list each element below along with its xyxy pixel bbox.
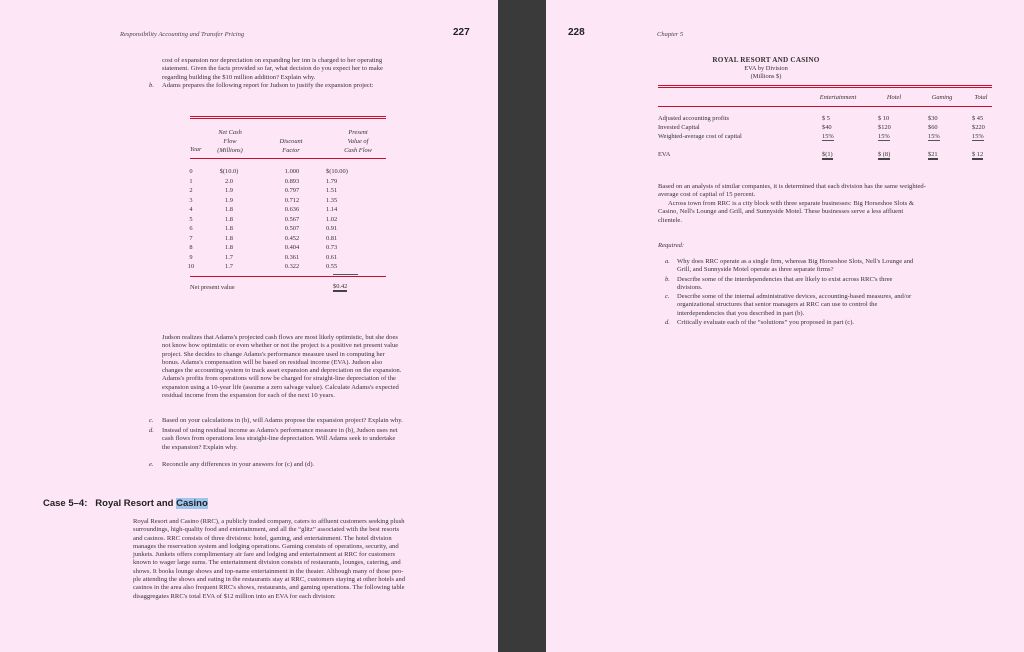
cell-cash-flow: 1.8 bbox=[225, 225, 233, 232]
header-year: Year bbox=[190, 146, 202, 153]
text-line: surroundings, high-quality food and entertainment, and all the “glitz” associated with the best resorts bbox=[133, 526, 400, 534]
text-line: Casino, Nell's Lounge and Grill, and Sunnyside Motel. These businesses serve a less affluent bbox=[658, 208, 904, 216]
eva-table-subtitle: EVA by Division bbox=[744, 65, 788, 72]
cell-year: 10 bbox=[187, 263, 195, 270]
npv-sum-rule bbox=[333, 274, 358, 275]
text-line: casinos in the area also frequent RRC's shows, restaurants, and gaming operations. The following table bbox=[133, 584, 405, 592]
left-running-header: Responsibility Accounting and Transfer Pricing bbox=[120, 31, 245, 38]
part-b-label: b. bbox=[149, 82, 154, 89]
cell-year: 9 bbox=[189, 253, 193, 261]
eva-cell: 15% bbox=[928, 133, 940, 140]
cell-cash-flow: 1.7 bbox=[225, 263, 233, 270]
header-present-value: Present Value of Cash Flow bbox=[344, 129, 372, 154]
text-line: not know how optimistic or even whether or not the project is a positive net present value bbox=[162, 342, 399, 350]
case-number: Case 5–4: bbox=[43, 498, 88, 509]
cell-cash-flow: 2.0 bbox=[225, 177, 233, 185]
cell-discount-factor: 0.404 bbox=[284, 244, 300, 251]
text-line: Royal Resort and Casino (RRC), a publicly traded company, caters to affluent customers seeking plush bbox=[133, 518, 405, 525]
cell-year: 1 bbox=[189, 177, 193, 185]
text-line: Describe some of the interdependencies that are likely to exist across RRC's three bbox=[677, 275, 893, 283]
eva-cell: $ 10 bbox=[878, 115, 890, 122]
cell-year: 0 bbox=[189, 168, 193, 175]
part-e-label: e. bbox=[149, 461, 154, 468]
cell-present-value: 0.55 bbox=[326, 263, 338, 270]
part-c-text: Based on your calculations in (b), will Adams propose the expansion project? Explain why. bbox=[162, 417, 403, 424]
required-item-label: a. bbox=[665, 258, 670, 265]
cell-cash-flow: 1.8 bbox=[225, 206, 233, 213]
eva-total-cell: $ (8) bbox=[878, 151, 891, 158]
cell-cash-flow: 1.7 bbox=[225, 253, 233, 261]
cell-year: 5 bbox=[189, 215, 193, 223]
cell-year: 7 bbox=[189, 234, 193, 242]
text-line: divisions. bbox=[677, 283, 703, 291]
right-page-number: 228 bbox=[568, 27, 585, 38]
eva-column-header: Entertainment bbox=[819, 94, 857, 101]
eva-cell: $ 5 bbox=[822, 115, 830, 122]
required-item-label: b. bbox=[665, 275, 670, 283]
cell-cash-flow: 1.8 bbox=[225, 244, 233, 251]
right-running-header: Chapter 5 bbox=[657, 31, 684, 38]
required-item-label: d. bbox=[665, 319, 670, 327]
analysis-paragraph bbox=[658, 183, 926, 200]
cell-discount-factor: 0.636 bbox=[284, 206, 300, 213]
cell-year: 3 bbox=[189, 196, 193, 204]
npv-value: $0.42 bbox=[333, 283, 348, 290]
part-e-text: Reconcile any differences in your answers for (c) and (d). bbox=[162, 461, 315, 468]
text-line: manages the reservation system and lodging operations. Gaming consists of operations, security, and bbox=[133, 542, 399, 550]
eva-column-header: Total bbox=[974, 94, 988, 101]
cell-present-value: 0.81 bbox=[326, 234, 338, 242]
cell-cash-flow: 1.9 bbox=[225, 196, 233, 204]
text-line: Judson realizes that Adams's projected cash flows are most likely optimistic, but she does bbox=[162, 334, 398, 341]
judson-paragraph bbox=[162, 334, 401, 400]
table-top-rule bbox=[190, 116, 386, 117]
text-line: regarding building the $10 million addition? Explain why. bbox=[162, 73, 316, 81]
eva-row-label: Invested Capital bbox=[658, 124, 700, 131]
cell-present-value: 0.61 bbox=[326, 253, 338, 261]
cell-discount-factor: 0.712 bbox=[284, 196, 300, 204]
eva-top-rule bbox=[658, 85, 992, 86]
required-list bbox=[665, 258, 1005, 328]
text-line: known to wager large sums. The entertainment division consists of restaurants, lounges, catering, and bbox=[133, 559, 401, 567]
eva-cell: $30 bbox=[928, 115, 938, 122]
left-page-number: 227 bbox=[453, 27, 470, 38]
text-line: Critically evaluate each of the “solutions” you proposed in part (c). bbox=[677, 319, 855, 327]
table-top-rule bbox=[190, 118, 386, 119]
required-item bbox=[665, 258, 1005, 275]
required-item bbox=[665, 293, 1005, 318]
required-item-label: c. bbox=[665, 293, 670, 301]
text-line: Why does RRC operate as a single firm, whereas Big Horseshoe Slots, Nell's Lounge and bbox=[677, 258, 914, 265]
text-line: Based on an analysis of similar companies, it is determined that each division has the same weighted- bbox=[658, 183, 926, 190]
text-line: Describe some of the internal administrative devices, accounting-based measures, and/or bbox=[677, 293, 912, 301]
text-line: shows. It books lounge shows and top-name entertainment in the theater. Although many of those peo- bbox=[133, 567, 404, 575]
cell-year: 4 bbox=[189, 206, 193, 213]
eva-column-header: Gaming bbox=[931, 94, 953, 101]
cell-cash-flow: 1.8 bbox=[225, 234, 233, 242]
eva-total-label: EVA bbox=[658, 151, 671, 158]
cell-discount-factor: 0.893 bbox=[284, 177, 300, 185]
eva-table bbox=[546, 0, 1024, 200]
cell-present-value: 0.91 bbox=[326, 225, 338, 232]
eva-cell: $ 45 bbox=[972, 115, 984, 122]
cell-cash-flow: 1.9 bbox=[225, 187, 233, 194]
eva-cell: $120 bbox=[878, 124, 891, 131]
cell-cash-flow: 1.8 bbox=[225, 215, 233, 223]
case-title: Royal Resort and bbox=[95, 498, 174, 509]
text-line: Grill, and Sunnyside Motel operate as three separate firms? bbox=[677, 266, 834, 274]
text-line: junkets. Junkets offers complimentary air fare and lodging and entertainment at RRC for customers bbox=[133, 551, 396, 559]
text-line: and casinos. RRC consists of three divisions: hotel, gaming, and entertainment. The hotel division bbox=[133, 534, 392, 542]
eva-table-units: (Millions $) bbox=[750, 73, 782, 80]
text-line: ple attending the shows and eating in the restaurants stay at RRC, customers staying at other hotels and bbox=[133, 576, 406, 584]
text-line: disaggregates RRC's total EVA of $12 million into an EVA for each division: bbox=[133, 592, 336, 600]
text-line: interdependencies that you described in part (b). bbox=[677, 309, 805, 317]
cell-discount-factor: 0.322 bbox=[284, 263, 300, 270]
eva-total-cell: $ 12 bbox=[972, 151, 984, 158]
text-line: cost of expansion nor depreciation on expanding her inn is charged to her operating bbox=[162, 57, 383, 64]
across-town-paragraph bbox=[658, 200, 914, 225]
text-line: statement. Given the facts provided so far, what decision do you expect her to make bbox=[162, 65, 383, 73]
part-d-text: Instead of using residual income as Adams's performance measure in (b), Judson uses net cash flows from operations less straight-line depreciation. Will Adams seek to undertake the expansion? Explain why. bbox=[162, 427, 398, 451]
cell-discount-factor: 0.567 bbox=[284, 215, 300, 223]
text-line: Adams's profits from operations will now be charged for straight-line depreciation of the bbox=[162, 375, 396, 383]
header-bottom-rule bbox=[190, 158, 386, 159]
eva-cell: $60 bbox=[928, 124, 938, 131]
cell-present-value: 1.35 bbox=[326, 196, 338, 204]
text-line: project. She decides to change Adams's performance measure used in computing her bbox=[162, 350, 385, 358]
text-line: clientele. bbox=[658, 216, 682, 224]
required-item bbox=[665, 319, 1005, 327]
part-d-label: d. bbox=[149, 427, 154, 434]
cell-present-value: 0.73 bbox=[326, 244, 338, 251]
cell-discount-factor: 0.797 bbox=[284, 187, 300, 194]
eva-cell: 15% bbox=[822, 133, 834, 140]
required-item bbox=[665, 276, 1005, 293]
text-line: changes the accounting system to track asset expansion and depreciation on the expansion. bbox=[162, 367, 402, 375]
cell-present-value: 1.51 bbox=[326, 187, 338, 194]
header-discount-factor: Discount Factor bbox=[279, 138, 303, 154]
table-bottom-rule bbox=[190, 276, 386, 277]
eva-cell: 15% bbox=[878, 133, 890, 140]
required-label: Required: bbox=[658, 242, 685, 249]
left-page bbox=[0, 0, 498, 652]
eva-cell: $40 bbox=[822, 124, 832, 131]
case-paragraph bbox=[133, 518, 405, 601]
cell-present-value: 1.14 bbox=[326, 206, 338, 213]
eva-cell: 15% bbox=[972, 133, 984, 140]
text-line: residual income from the expansion for each of the next 10 years. bbox=[162, 392, 335, 400]
eva-total-cell: $21 bbox=[928, 151, 938, 158]
eva-header-rule bbox=[658, 106, 992, 107]
cell-discount-factor: 0.452 bbox=[284, 234, 300, 242]
text-line: bonus. Adams's compensation will be based on residual income (EVA). Judson also bbox=[162, 358, 383, 366]
eva-cell: $220 bbox=[972, 124, 985, 131]
case-heading bbox=[43, 498, 208, 509]
text-line: Across town from RRC is a city block with three separate businesses: Big Horseshoe Slots & bbox=[668, 200, 914, 207]
part-b-text: Adams prepares the following report for Judson to justify the expansion project: bbox=[162, 82, 374, 89]
right-page bbox=[546, 0, 1024, 652]
book-gutter bbox=[498, 0, 546, 652]
npv-table bbox=[0, 0, 498, 300]
cell-discount-factor: 0.507 bbox=[284, 225, 300, 232]
header-cash-flow: Net Cash Flow (Millions) bbox=[217, 129, 243, 154]
eva-row-label: Adjusted accounting profits bbox=[658, 115, 729, 122]
text-line: organizational structures that senior managers at RRC can use to control the bbox=[677, 301, 878, 309]
part-c-label: c. bbox=[149, 417, 154, 424]
cell-present-value: 1.79 bbox=[326, 177, 338, 185]
cell-year: 8 bbox=[189, 244, 193, 251]
cell-present-value: $(10.00) bbox=[326, 168, 348, 175]
cell-cash-flow: $(10.0) bbox=[219, 168, 239, 175]
cell-discount-factor: 0.361 bbox=[284, 253, 300, 261]
eva-top-rule bbox=[658, 87, 992, 88]
cell-year: 6 bbox=[189, 225, 193, 232]
npv-label: Net present value bbox=[190, 284, 235, 291]
eva-table-title: ROYAL RESORT AND CASINO bbox=[712, 56, 820, 64]
cell-year: 2 bbox=[189, 187, 193, 194]
case-title-highlight: Casino bbox=[176, 498, 208, 509]
text-line: average cost of capital of 15 percent. bbox=[658, 191, 756, 199]
eva-row-label: Weighted-average cost of capital bbox=[658, 133, 742, 140]
eva-column-header: Hotel bbox=[886, 94, 902, 101]
eva-total-cell: $(1) bbox=[822, 151, 833, 158]
cell-present-value: 1.02 bbox=[326, 215, 338, 223]
cell-discount-factor: 1.000 bbox=[284, 168, 300, 175]
text-line: expansion using a 10-year life (assume a zero salvage value). Calculate Adams's expected bbox=[162, 383, 399, 391]
